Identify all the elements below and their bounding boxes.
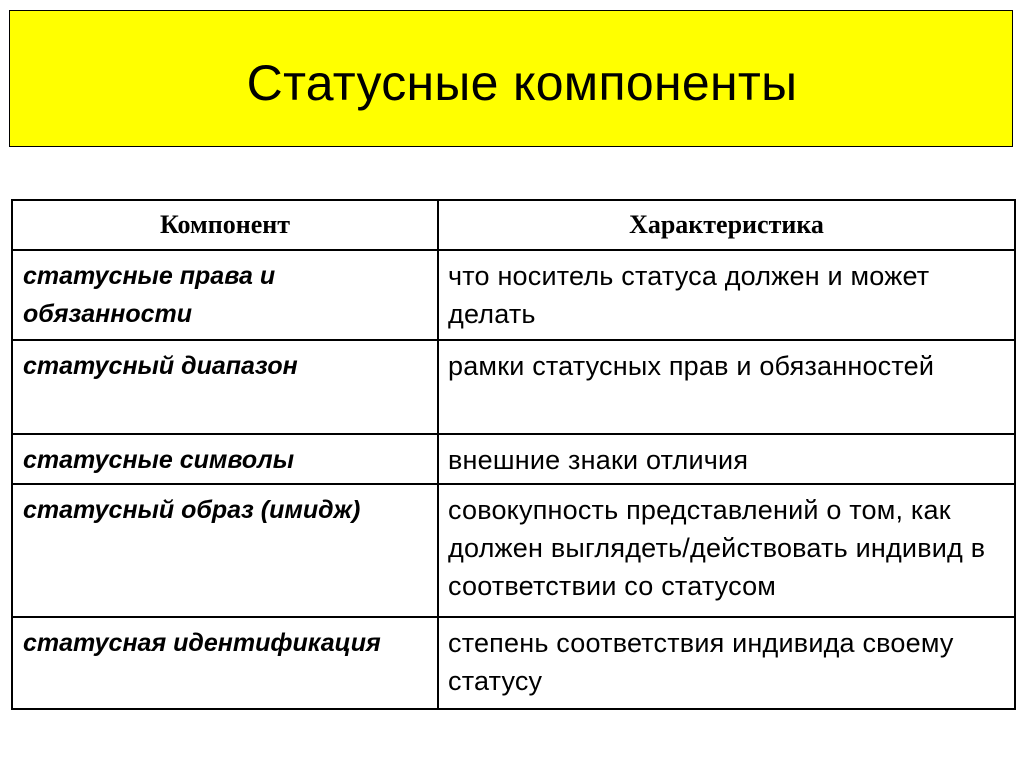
component-cell: статусный диапазон [12, 340, 438, 434]
component-cell: статусная идентификация [12, 617, 438, 709]
table-row [12, 340, 1015, 434]
characteristic-cell: что носитель статуса должен и может делать [438, 250, 1015, 340]
table-row [12, 250, 1015, 340]
header-component: Компонент [12, 200, 438, 250]
components-table [11, 199, 1016, 710]
characteristic-cell: рамки статусных прав и обязанностей [438, 340, 1015, 434]
title-banner [9, 10, 1013, 147]
component-cell: статусные символы [12, 434, 438, 484]
characteristic-cell: степень соответствия индивида своему статусу [438, 617, 1015, 709]
table-row [12, 617, 1015, 709]
page-title: Статусные компоненты [246, 54, 798, 111]
header-characteristic: Характеристика [438, 200, 1015, 250]
characteristic-cell: внешние знаки отличия [438, 434, 1015, 484]
component-cell: статусный образ (имидж) [12, 484, 438, 617]
component-cell: статусные права и обязанности [12, 250, 438, 340]
table-header-row [12, 200, 1015, 250]
table-row [12, 434, 1015, 484]
table-row [12, 484, 1015, 617]
characteristic-cell: совокупность представлений о том, как должен выглядеть/действовать индивид в соответствии со статусом [438, 484, 1015, 617]
